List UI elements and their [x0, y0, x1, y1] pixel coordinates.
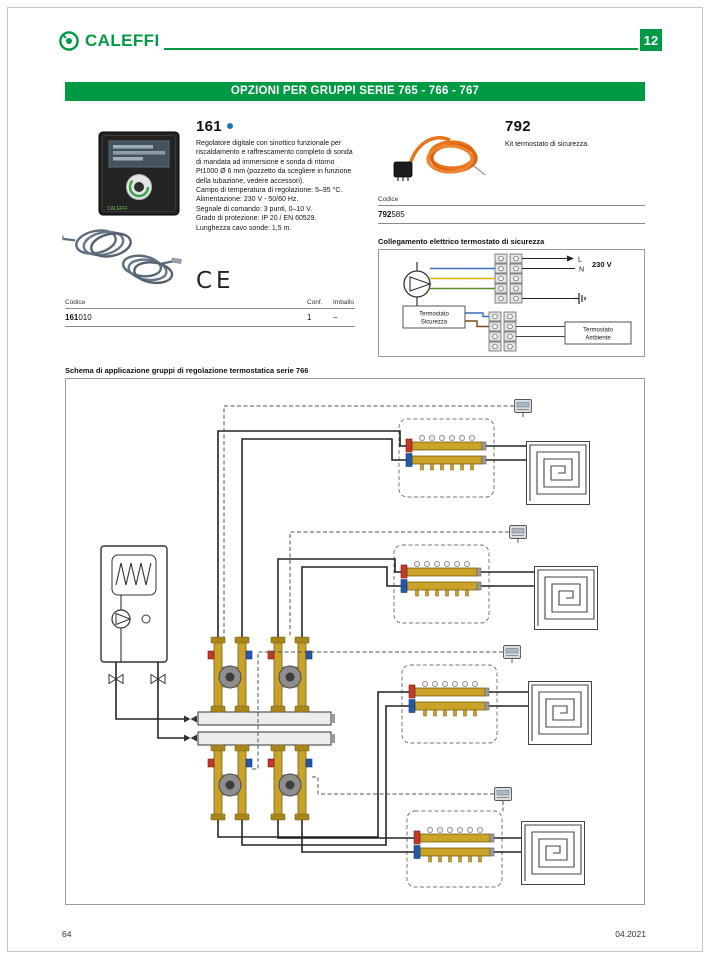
- col-conf: Conf.: [307, 299, 323, 306]
- sensor-cables-image: [62, 224, 186, 288]
- device-brand-label: CALEFFI: [107, 206, 128, 212]
- spec-line: Grado di protezione: IP 20 / EN 60529.: [196, 215, 317, 223]
- chapter-badge: 12: [640, 29, 662, 51]
- wiring-diagram: [379, 250, 644, 356]
- central-manifold: [198, 712, 335, 745]
- spec-line: Campo di temperatura di regolazione: 5–95 °C.: [196, 187, 343, 195]
- table-row: [378, 206, 645, 224]
- application-schema-box: [65, 378, 645, 905]
- section-banner: OPZIONI PER GRUPPI SERIE 765 - 766 - 767: [65, 82, 645, 101]
- floor-coil-1: [527, 442, 590, 505]
- boiler-symbol: [101, 546, 167, 662]
- conf-cell: 1: [307, 313, 312, 322]
- product-792-heading: [505, 118, 531, 136]
- table-row: [65, 309, 355, 327]
- product-161-description: [196, 139, 357, 233]
- pump-group-3: [208, 745, 252, 820]
- wiring-diagram-box: [378, 249, 645, 357]
- floor-coil-3: [529, 682, 592, 745]
- code-cell: 161010: [65, 313, 92, 322]
- earth-icon: [574, 293, 585, 304]
- zone-manifold-2: [401, 561, 481, 596]
- room-thermostat-4: [495, 788, 512, 801]
- phase-arrow: [567, 256, 574, 262]
- code-cell: 792585: [378, 210, 405, 219]
- ce-mark: CE: [196, 268, 235, 294]
- wiring-title: Collegamento elettrico termostato di sicurezza: [378, 237, 545, 246]
- caleffi-logo-icon: [58, 30, 80, 52]
- product-792-description: Kit termostato di sicurezza.: [505, 141, 590, 148]
- col-imballo: Imballo: [333, 299, 354, 306]
- product-161-table: [65, 299, 355, 327]
- safety-thermostat-box: [403, 306, 465, 328]
- safety-thermostat-kit-image: [392, 126, 488, 186]
- spec-line: Alimentazione: 230 V - 50/60 Hz.: [196, 196, 299, 204]
- page-number: 64: [62, 929, 72, 939]
- spec-line: Segnale di comando: 3 punti, 0–10 V.: [196, 205, 313, 213]
- supply-return-pipes: [116, 431, 534, 852]
- room-thermostat-1: [515, 400, 532, 413]
- imballo-cell: –: [333, 313, 338, 322]
- connection-arrows-flow: [184, 716, 197, 723]
- room-thermostat-2: [510, 526, 527, 539]
- connection-arrows-return: [184, 735, 197, 742]
- product-792-code: 792: [505, 118, 531, 135]
- floor-coil-2: [535, 567, 598, 630]
- table-header: [378, 196, 645, 206]
- edition-date: 04.2021: [615, 929, 646, 939]
- spec-line: Lunghezza cavo sonde: 1,5 m.: [196, 224, 292, 232]
- sensor-coil-2: [121, 251, 181, 286]
- description-paragraph: Regolatore digitale con sinottico funzionale per riscaldamento e raffrescamento completo di sonda di mandata ad immersione e sonda di ritorno Pt1000 Ø 6 mm (pozzetto da scegliere in funzione della tubazione, vedere accessori).: [196, 140, 353, 185]
- pump-group-2: [268, 637, 312, 712]
- product-792-table: [378, 196, 645, 224]
- thermostat-body: [394, 162, 412, 177]
- zone-manifold-4: [414, 827, 494, 862]
- gauge-icon: [142, 615, 150, 623]
- controller-dial: [127, 175, 152, 200]
- zone-manifold-3: [409, 681, 489, 716]
- brand-logo: [58, 30, 160, 52]
- svg-text:Termostato: Termostato: [583, 327, 613, 334]
- pump-group-4: [268, 745, 312, 820]
- product-161-code: 161: [196, 118, 222, 135]
- terminal-block-bottom: [489, 312, 516, 351]
- svg-text:Ambiente: Ambiente: [585, 335, 611, 342]
- svg-text:Sicurezza: Sicurezza: [420, 319, 448, 326]
- pump-group-1: [208, 637, 252, 712]
- schema-title: Schema di applicazione gruppi di regolazione termostatica serie 766: [65, 366, 309, 375]
- svg-text:Termostato: Termostato: [419, 311, 449, 318]
- terminal-block-top: [495, 254, 522, 303]
- new-product-dot: [227, 123, 233, 129]
- label-neutral: N: [579, 266, 585, 274]
- floor-coil-4: [522, 822, 585, 885]
- zone-manifold-1: [406, 435, 486, 470]
- control-wiring: [224, 406, 523, 811]
- ambient-thermostat-box: [565, 322, 631, 344]
- header-rule: [164, 48, 638, 50]
- boiler-pump-icon: [112, 610, 130, 628]
- capillary-tube: [474, 166, 485, 175]
- application-schema-diagram: [66, 379, 644, 904]
- sensor-coil-1: [62, 224, 133, 267]
- pump-icon: [404, 262, 430, 306]
- table-header: [65, 299, 355, 309]
- col-codice: Codice: [378, 196, 399, 203]
- label-voltage: 230 V: [592, 260, 612, 269]
- controller-161-image: [93, 130, 185, 218]
- col-codice: Codice: [65, 299, 86, 306]
- room-thermostat-3: [504, 646, 521, 659]
- product-161-heading: [196, 118, 233, 136]
- brand-name: CALEFFI: [85, 31, 160, 50]
- label-line: L: [578, 256, 582, 264]
